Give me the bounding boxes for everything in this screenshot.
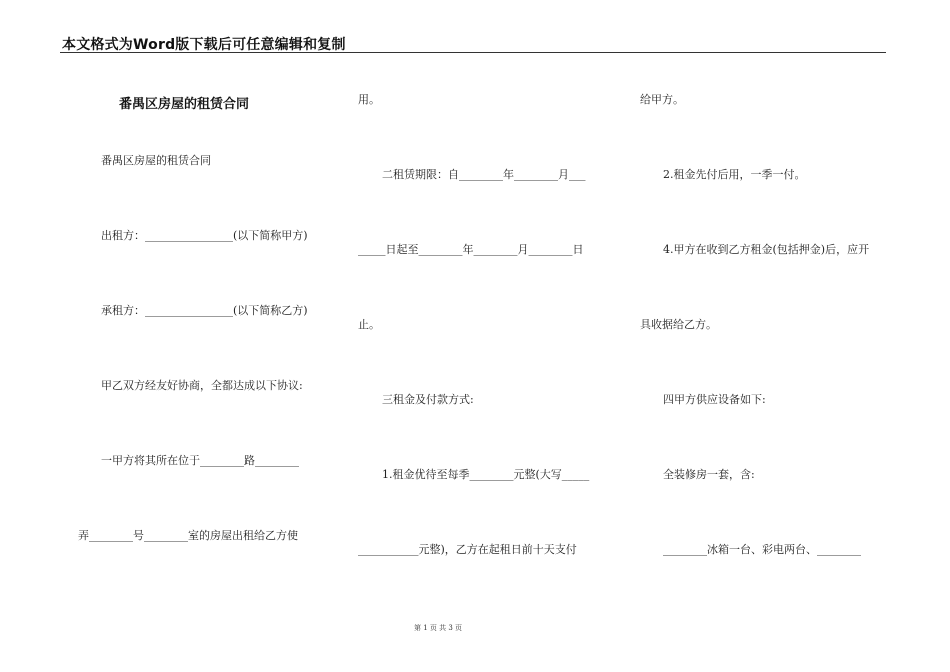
col2-line-1: 用。 bbox=[358, 93, 380, 106]
col3-line-1: 给甲方。 bbox=[640, 93, 684, 106]
col3-line-7: ________冰箱一台、彩电两台、________ bbox=[663, 543, 861, 556]
col2-line-7: ___________元整)，乙方在起租日前十天支付 bbox=[358, 543, 577, 556]
col3-line-2: 2.租金先付后用，一季一付。 bbox=[663, 168, 806, 181]
document-title: 番禺区房屋的租赁合同 bbox=[119, 97, 250, 112]
col1-line-2: 出租方：________________(以下简称甲方) bbox=[101, 229, 308, 242]
col1-line-5: 一甲方将其所在位于________路________ bbox=[101, 454, 299, 467]
col3-line-5: 四甲方供应设备如下: bbox=[663, 393, 766, 406]
col1-line-3: 承租方：________________(以下简称乙方) bbox=[101, 304, 308, 317]
header-divider bbox=[60, 52, 886, 53]
document-header: 本文格式为Word版下载后可任意编辑和复制 bbox=[62, 37, 346, 53]
page-footer: 第 1 页 共 3 页 bbox=[414, 624, 463, 632]
col1-line-6: 弄________号________室的房屋出租给乙方使 bbox=[78, 529, 298, 542]
col3-line-3: 4.甲方在收到乙方租金(包括押金)后，应开 bbox=[663, 243, 870, 256]
col2-line-4: 止。 bbox=[358, 318, 380, 331]
col3-line-4: 具收据给乙方。 bbox=[640, 318, 717, 331]
col2-line-2: 二租赁期限：自________年________月___ bbox=[382, 168, 586, 181]
col1-line-1: 番禺区房屋的租赁合同 bbox=[101, 154, 211, 167]
col3-line-6: 全装修房一套，含: bbox=[663, 468, 755, 481]
col1-line-4: 甲乙双方经友好协商，全都达成以下协议: bbox=[101, 379, 303, 392]
col2-line-3: _____日起至________年________月________日 bbox=[358, 243, 584, 256]
col2-line-6: 1.租金优待至每季________元整(大写_____ bbox=[382, 468, 590, 481]
col2-line-5: 三租金及付款方式: bbox=[382, 393, 474, 406]
